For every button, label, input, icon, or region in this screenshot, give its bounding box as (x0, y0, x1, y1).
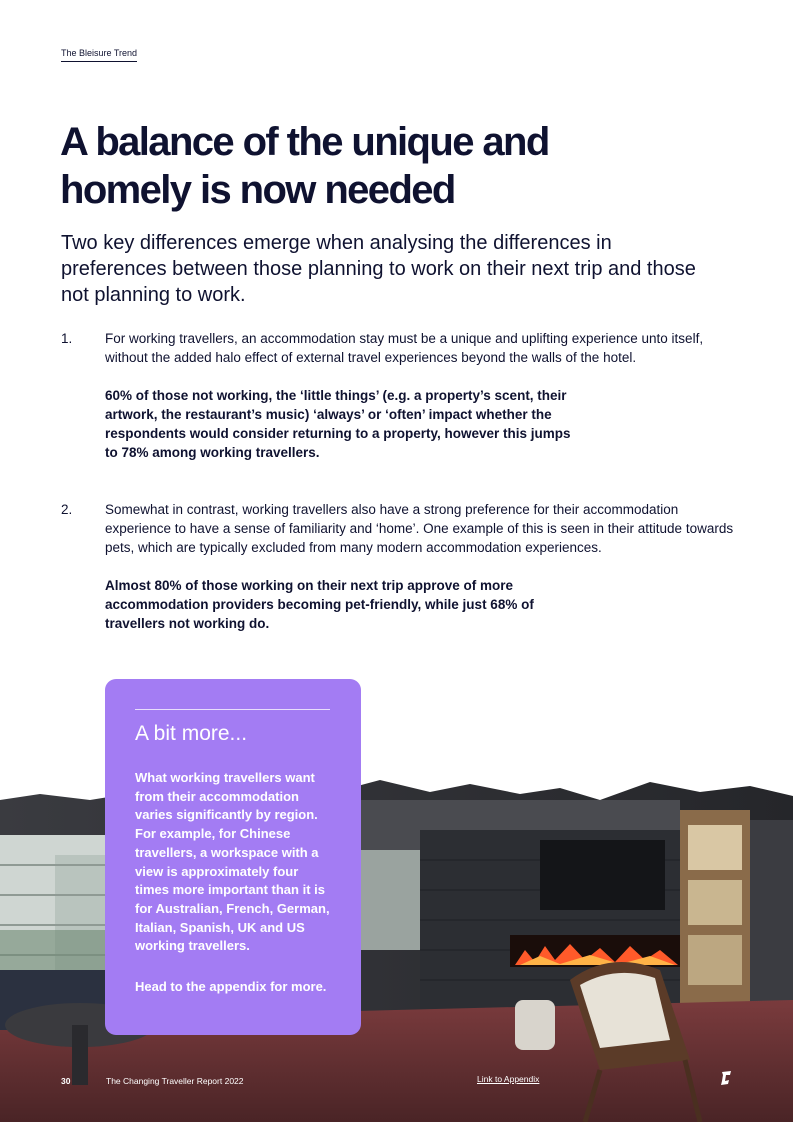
callout-cta: Head to the appendix for more. (135, 979, 327, 995)
finding-number: 2. (61, 502, 73, 517)
breadcrumb: The Bleisure Trend (61, 48, 137, 62)
finding-text: Somewhat in contrast, working travellers also have a strong preference for their accommodation experience to have a sense of familiarity and ‘home’. One example of this is seen in their attitude towards pets, which are typically excluded from many modern accommodation experiences. (105, 502, 734, 555)
page-title-line-1: A balance of the unique and (60, 120, 549, 164)
brand-logo-icon (719, 1070, 733, 1086)
page-number: 30 (61, 1076, 71, 1086)
finding-highlight: Almost 80% of those working on their next trip approve of more accommodation providers becoming pet-friendly, while just 68% of travellers not working do. (105, 578, 534, 631)
callout-divider (135, 709, 330, 710)
page-title-line-2: homely is now needed (60, 168, 455, 212)
finding-highlight: 60% of those not working, the ‘little things’ (e.g. a property’s scent, their artwork, the restaurant’s music) ‘always’ or ‘often’ impact whether the respondents would consider returning to a property, however this jumps to 78% among working travellers. (105, 388, 571, 460)
callout-heading: A bit more... (135, 722, 248, 745)
finding-number: 1. (61, 331, 73, 346)
intro-paragraph: Two key differences emerge when analysing the differences in preferences between those planning to work on their next trip and those not planning to work. (61, 232, 696, 306)
callout-box (105, 679, 361, 1035)
appendix-link[interactable]: Link to Appendix (477, 1074, 540, 1084)
callout-body: What working travellers want from their accommodation varies significantly by region. For example, for Chinese travellers, a workspace with a view is approximately four times more important than it is for Australian, French, German, Italian, Spanish, UK and US working travellers. (135, 770, 330, 954)
page-title (60, 118, 700, 214)
report-title: The Changing Traveller Report 2022 (106, 1076, 244, 1086)
finding-text: For working travellers, an accommodation stay must be a unique and uplifting experience unto itself, without the added halo effect of external travel experiences beyond the walls of the hotel. (105, 331, 704, 365)
